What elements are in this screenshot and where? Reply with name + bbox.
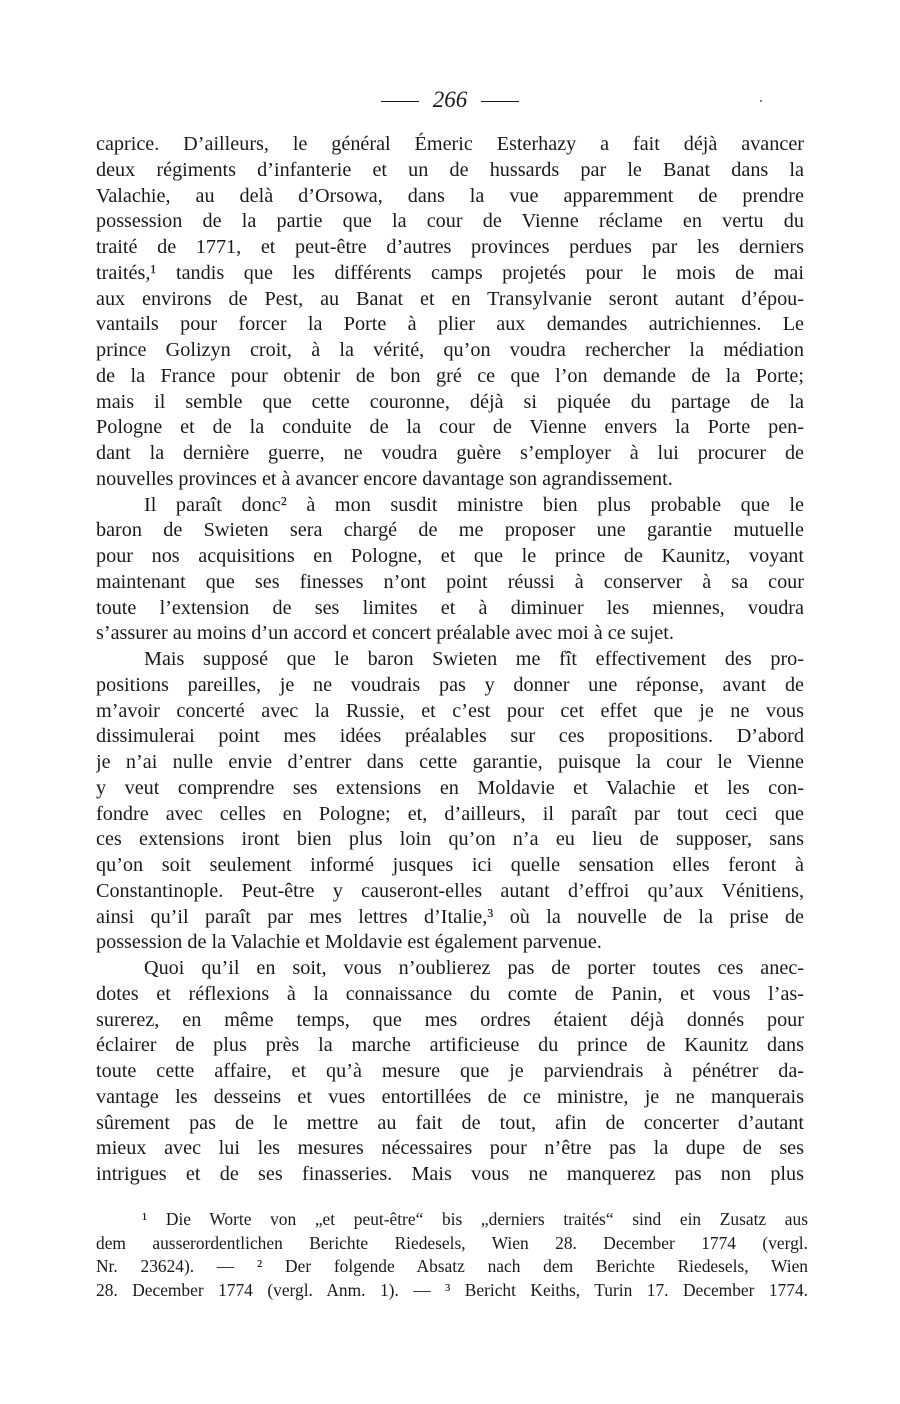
footnote-line: Nr. 23624). — ² Der folgende Absatz nach dem Berichte Riedesels, Wien [96,1256,808,1277]
footnote-line: ¹ Die Worte von „et peut-être“ bis „derniers traités“ sind ein Zusatz aus [142,1209,808,1229]
footnote-line: dem ausserordentlichen Berichte Riedesels, Wien 28. December 1774 (vergl. [96,1232,808,1253]
text-line: Constantinople. Peut-être y causeront-elles autant d’effroi qu’aux Vénitiens, [96,879,804,902]
text-line: fondre avec celles en Pologne; et, d’ailleurs, il paraît par tout ceci que [96,802,804,825]
text-line: sûrement pas de le mettre au fait de tout, afin de concerter d’autant [96,1111,804,1134]
page-header [0,86,900,114]
text-line: possession de la Valachie et Moldavie est également parvenue. [96,931,602,954]
text-line: toute cette affaire, et qu’à mesure que je parviendrais à pénétrer da- [96,1060,804,1082]
text-line: toute l’extension de ses limites et à diminuer les miennes, voudra [96,596,804,619]
text-line: y veut comprendre ses extensions en Moldavie et Valachie et les con- [96,776,804,799]
text-line: ces extensions iront bien plus loin qu’on n’a eu lieu de supposer, sans [96,828,804,851]
header-rule-left [381,101,419,102]
print-speck [760,100,762,102]
text-line: traité de 1771, et peut-être d’autres provinces perdues par les derniers [96,236,804,258]
text-line: éclairer de plus près la marche artificieuse du prince de Kaunitz dans [96,1034,804,1057]
text-line: Valachie, au delà d’Orsowa, dans la vue apparemment de prendre [96,184,804,207]
text-line: Il paraît donc² à mon susdit ministre bien plus probable que le [144,493,804,516]
text-line: positions pareilles, je ne voudrais pas y donner une réponse, avant de [96,673,804,696]
header-rule-right [481,101,519,102]
text-line: je n’ai nulle envie d’entrer dans cette garantie, puisque la cour le Vienne [96,751,804,773]
text-line: dotes et réflexions à la connaissance du comte de Panin, et vous l’as- [96,982,804,1005]
footnote-line: 28. December 1774 (vergl. Anm. 1). — ³ Bericht Keiths, Turin 17. December 1774. [96,1279,808,1300]
text-line: maintenant que ses finesses n’ont point réussi à conserver à sa cour [96,570,804,593]
text-line: mais il semble que cette couronne, déjà si piquée du partage de la [96,390,804,413]
text-line: Quoi qu’il en soit, vous n’oublierez pas de porter toutes ces anec- [144,957,804,979]
text-line: surerez, en même temps, que mes ordres étaient déjà donnés pour [96,1008,804,1031]
text-line: caprice. D’ailleurs, le général Émeric Esterhazy a fait déjà avancer [96,133,804,155]
footnotes [96,1208,808,1302]
text-line: m’avoir concerté avec la Russie, et c’est pour cet effet que je ne vous [96,699,804,722]
text-line: qu’on soit seulement informé jusques ici quelle sensation elles feront à [96,854,804,876]
text-line: vantage les desseins et vues entortillées de ce ministre, je ne manquerais [96,1085,804,1108]
page-number: 266 [432,87,468,112]
text-line: baron de Swieten sera chargé de me proposer une garantie mutuelle [96,519,804,542]
text-line: pour nos acquisitions en Pologne, et que le prince de Kaunitz, voyant [96,545,804,567]
text-line: nouvelles provinces et à avancer encore davantage son agrandissement. [96,467,673,490]
text-line: dant la dernière guerre, ne voudra guère s’employer à lui procurer de [96,442,804,464]
text-line: dissimulerai point mes idées préalables sur ces propositions. D’abord [96,725,804,748]
text-line: vantails pour forcer la Porte à plier aux demandes autrichiennes. Le [96,313,804,336]
text-line: aux environs de Pest, au Banat et en Transylvanie seront autant d’épou- [96,287,804,310]
text-line: Pologne et de la conduite de la cour de Vienne envers la Porte pen- [96,416,804,439]
text-line: Mais supposé que le baron Swieten me fît effectivement des pro- [144,648,804,670]
text-line: ainsi qu’il paraît par mes lettres d’Italie,³ où la nouvelle de la prise de [96,905,804,928]
text-line: de la France pour obtenir de bon gré ce que l’on demande de la Porte; [96,364,804,387]
text-line: deux régiments d’infanterie et un de hussards par le Banat dans la [96,158,804,181]
text-line: intrigues et de ses finasseries. Mais vous ne manquerez pas non plus [96,1163,804,1185]
main-text [96,132,804,1188]
text-line: traités,¹ tandis que les différents camps projetés pour le mois de mai [96,261,804,284]
text-line: prince Golizyn croit, à la vérité, qu’on voudra rechercher la médiation [96,339,804,361]
text-line: possession de la partie que la cour de Vienne réclame en vertu du [96,210,804,233]
text-line: s’assurer au moins d’un accord et concert préalable avec moi à ce sujet. [96,622,674,645]
text-line: mieux avec lui les mesures nécessaires pour n’être pas la dupe de ses [96,1137,804,1160]
